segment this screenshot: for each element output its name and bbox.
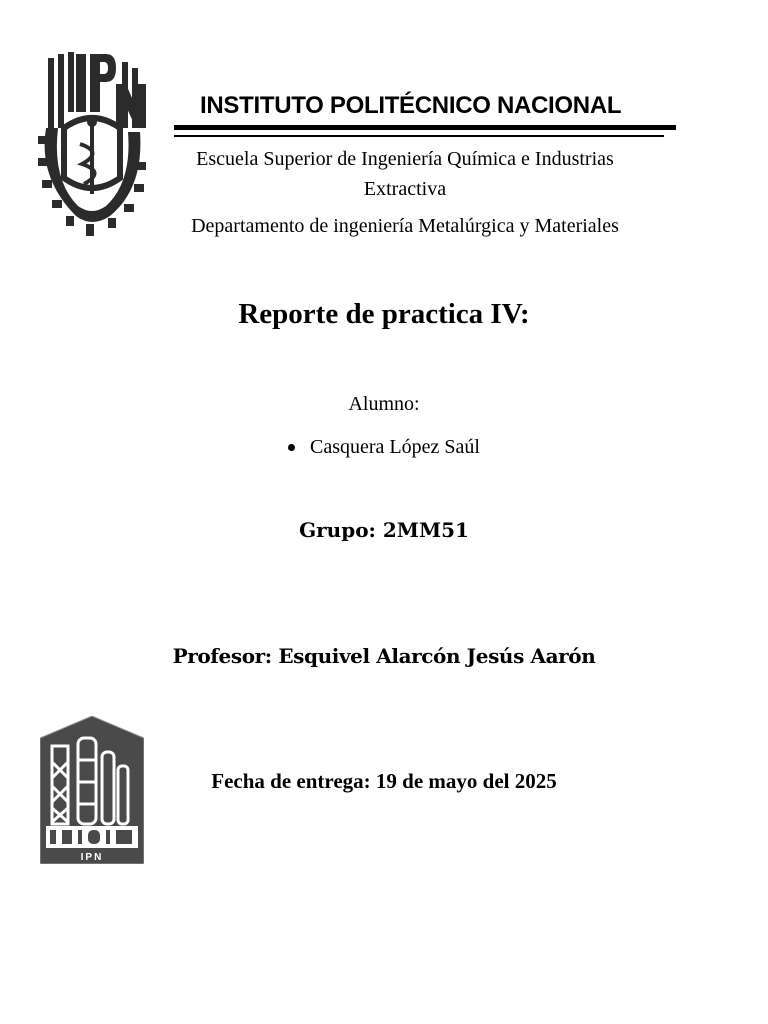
professor-line: Profesor: Esquivel Alarcón Jesús Aarón bbox=[172, 644, 596, 668]
student-list bbox=[288, 436, 480, 459]
header-rule-thin bbox=[174, 135, 664, 137]
group-line: Grupo: 2MM51 bbox=[299, 518, 469, 542]
school-name-line-2: Extractiva bbox=[363, 178, 447, 200]
department-name: Departamento de ingeniería Metalúrgica y Materiales bbox=[191, 215, 619, 237]
student-list-item bbox=[288, 436, 480, 459]
student-label: Alumno: bbox=[348, 393, 420, 415]
bullet-icon bbox=[288, 444, 295, 451]
delivery-date-line: Fecha de entrega: 19 de mayo del 2025 bbox=[211, 769, 557, 793]
ipn-logo-text: IPN bbox=[94, 48, 96, 49]
esiqie-logo-sub: IPN bbox=[80, 852, 104, 863]
header-rule-thick bbox=[174, 125, 676, 130]
school-name bbox=[160, 144, 650, 204]
student-name: Casquera López Saúl bbox=[310, 436, 480, 458]
institute-title: INSTITUTO POLITÉCNICO NACIONAL bbox=[200, 92, 622, 119]
report-title: Reporte de practica IV: bbox=[238, 298, 530, 330]
school-name-line-1: Escuela Superior de Ingeniería Química e Industrias bbox=[196, 148, 614, 170]
ipn-logo bbox=[36, 48, 148, 238]
